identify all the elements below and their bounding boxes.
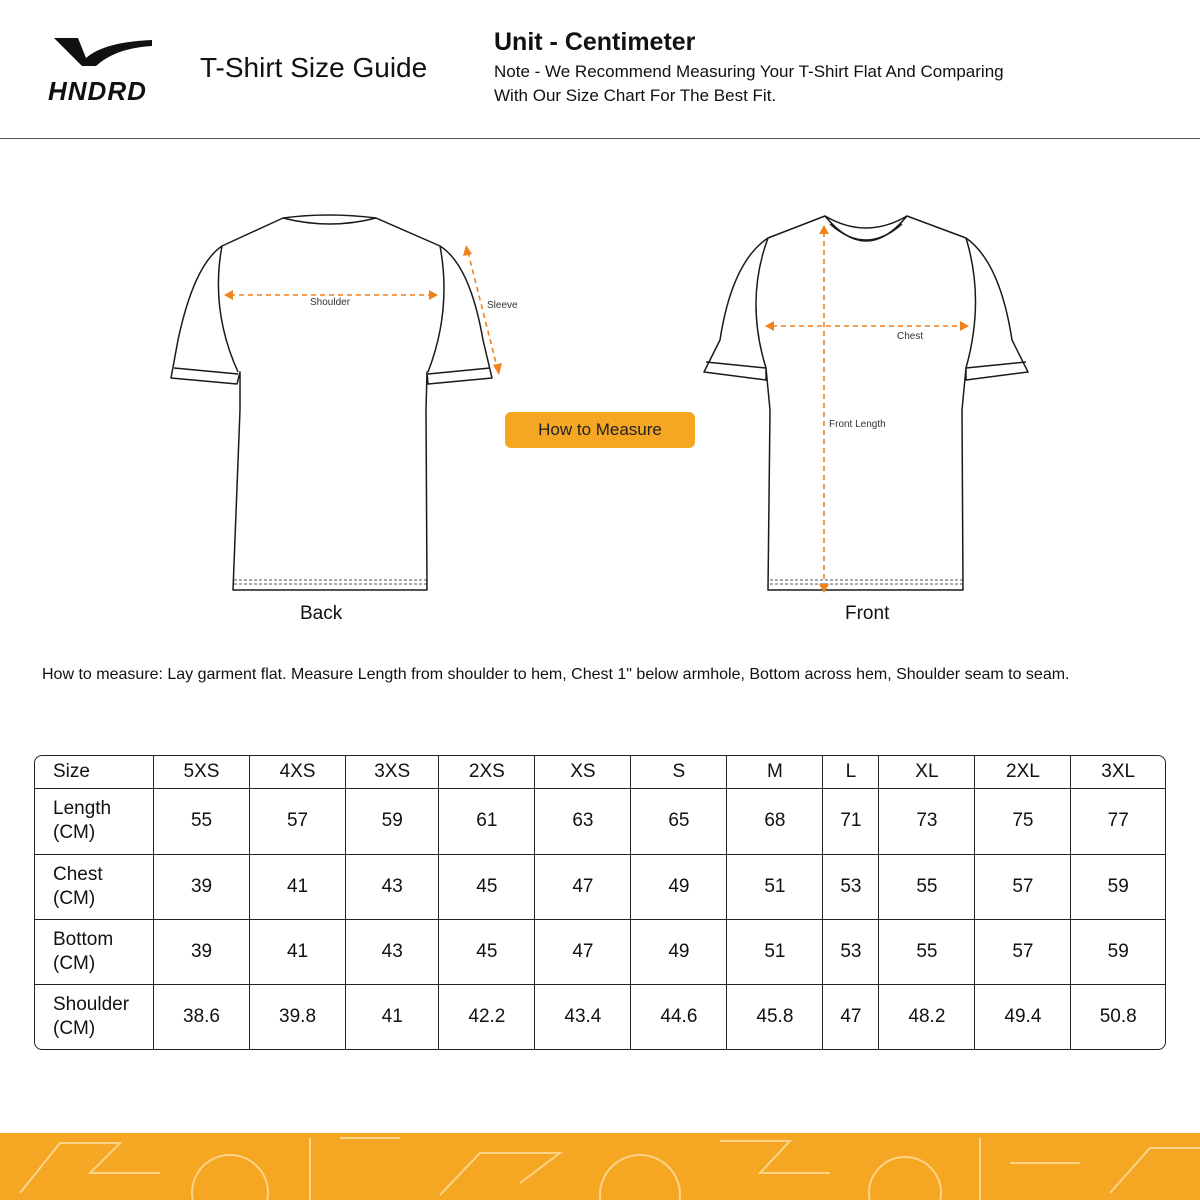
table-cell: 50.8 (1099, 1006, 1137, 1028)
table-cell: 53 (823, 855, 879, 920)
table-cell: 43 (346, 920, 439, 985)
table-cell: 44.6 (631, 985, 727, 1049)
unit-label: Unit - Centimeter (494, 28, 696, 56)
table-cell: 42.2 (439, 985, 535, 1049)
table-cell: 39 (154, 920, 250, 985)
back-caption: Back (300, 603, 343, 624)
page-title: T-Shirt Size Guide (200, 52, 428, 83)
row-unit: (CM) (53, 822, 96, 844)
row-label: Length (53, 798, 112, 820)
back-tshirt-icon (171, 215, 492, 590)
table-cell: 41 (346, 985, 439, 1049)
size-header-cell: 4XS (250, 756, 346, 789)
row-header-chest (35, 855, 154, 920)
table-cell: 45 (439, 920, 535, 985)
table-cell: 75 (975, 789, 1071, 854)
instructions-label: How to measure: (42, 666, 163, 683)
row-unit: (CM) (53, 887, 96, 909)
table-row-length (35, 789, 1165, 854)
table-cell: 41 (250, 855, 346, 920)
table-cell: 41 (250, 920, 346, 985)
table-cell: 59 (1071, 920, 1165, 985)
front-caption: Front (845, 603, 890, 624)
size-header-cell: 2XS (439, 756, 535, 789)
header-size-label: Size (35, 756, 154, 789)
table-cell: 49 (631, 855, 727, 920)
footer-pattern-icon (0, 1133, 1200, 1200)
size-header-cell: L (823, 756, 879, 789)
table-cell: 49 (631, 920, 727, 985)
shoulder-label: Shoulder (310, 297, 351, 308)
size-header-cell: 2XL (975, 756, 1071, 789)
table-cell: 47 (535, 855, 631, 920)
table-cell: 59 (346, 789, 439, 854)
brand-logo (46, 36, 156, 106)
size-header-cell: 5XS (154, 756, 250, 789)
size-header-cell: S (631, 756, 727, 789)
table-cell: 68 (727, 789, 823, 854)
measuring-note: Note - We Recommend Measuring Your T-Shirt Flat And Comparing With Our Size Chart For The Best Fit. (494, 62, 1004, 105)
table-cell: 51 (727, 855, 823, 920)
brand-mark-icon (52, 36, 156, 76)
table-cell: 49.4 (975, 985, 1071, 1049)
how-to-measure-button[interactable]: How to Measure (505, 412, 695, 448)
footer-band (0, 1133, 1200, 1200)
table-cell: 47 (535, 920, 631, 985)
row-label: Shoulder (53, 994, 130, 1016)
table-row-shoulder (35, 985, 1165, 1049)
measure-diagram (0, 140, 1200, 660)
measure-arrows (224, 225, 969, 593)
tshirt-illustrations (0, 140, 1200, 660)
size-header-cell: M (727, 756, 823, 789)
table-row-bottom (35, 920, 1165, 985)
size-header-cell: 3XS (346, 756, 439, 789)
chest-label: Chest (897, 331, 924, 342)
table-cell: 71 (823, 789, 879, 854)
table-cell: 59 (1071, 855, 1165, 920)
table-cell: 43 (346, 855, 439, 920)
table-cell: 55 (879, 920, 975, 985)
table-cell: 73 (879, 789, 975, 854)
size-header-cell: XL (879, 756, 975, 789)
table-cell: 45 (439, 855, 535, 920)
table-cell: 51 (727, 920, 823, 985)
table-row-chest (35, 855, 1165, 920)
size-header-cell: 3XL (1071, 756, 1165, 789)
front-length-label: Front Length (829, 419, 886, 430)
header-divider (0, 138, 1200, 139)
table-header-row (35, 756, 1165, 789)
row-header-length (35, 789, 154, 854)
row-label: Chest (53, 863, 103, 885)
table-cell: 38.6 (154, 985, 250, 1049)
size-chart-table (34, 755, 1166, 1050)
row-unit: (CM) (53, 952, 96, 974)
table-cell: 43.4 (535, 985, 631, 1049)
table-cell: 39.8 (250, 985, 346, 1049)
table-cell: 55 (879, 855, 975, 920)
table-cell: 48.2 (879, 985, 975, 1049)
table-cell: 65 (631, 789, 727, 854)
front-tshirt-icon (704, 216, 1028, 590)
table-cell: 77 (1071, 789, 1165, 854)
header (0, 0, 1200, 138)
row-unit: (CM) (53, 1018, 96, 1040)
table-cell: 61 (439, 789, 535, 854)
table-cell: 57 (975, 920, 1071, 985)
table-cell: 57 (975, 855, 1071, 920)
row-header-shoulder (35, 985, 154, 1049)
row-label: Bottom (53, 928, 114, 950)
row-header-bottom (35, 920, 154, 985)
table-cell: 45.8 (727, 985, 823, 1049)
table-cell: 63 (535, 789, 631, 854)
size-header-cell: XS (535, 756, 631, 789)
how-to-measure-instructions (42, 666, 1070, 684)
table-cell: 53 (823, 920, 879, 985)
table-cell: 47 (823, 985, 879, 1049)
table-cell: 57 (250, 789, 346, 854)
table-cell: 39 (154, 855, 250, 920)
brand-name: HNDRD (48, 76, 147, 106)
instructions-text: Lay garment flat. Measure Length from shoulder to hem, Chest 1" below armhole, Bottom across hem, Shoulder seam to seam. (162, 666, 1070, 683)
table-cell: 55 (154, 789, 250, 854)
sleeve-label: Sleeve (487, 300, 518, 311)
